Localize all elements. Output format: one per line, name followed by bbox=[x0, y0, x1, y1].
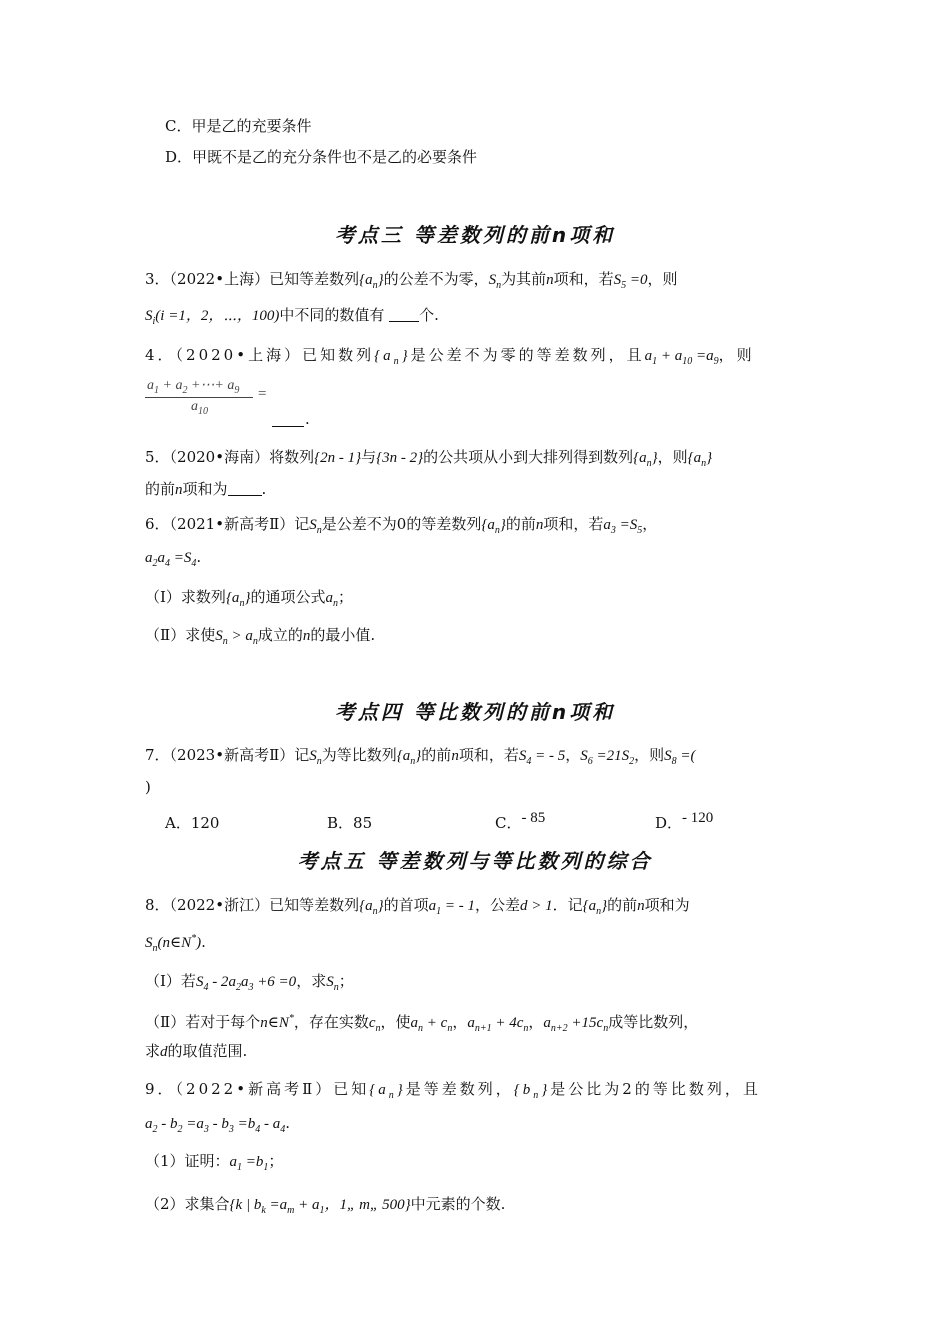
text: . bbox=[201, 933, 206, 951]
text: ； bbox=[268, 1152, 284, 1170]
text: 是公比为2的等比数列，且 bbox=[550, 1080, 761, 1098]
formula: $a_2a_4 =S_4$ bbox=[145, 550, 197, 569]
formula: n bbox=[546, 272, 554, 288]
formula: $a_1 + a_{10} =a_9$ bbox=[644, 348, 719, 367]
question-8-line-1 bbox=[145, 894, 805, 923]
formula: $\{b_n\}$ bbox=[513, 1082, 551, 1101]
option-c-label: C． bbox=[495, 814, 522, 832]
text: ，则 bbox=[718, 346, 755, 364]
question-6-part-2 bbox=[145, 624, 805, 653]
formula: $\{a_n\}$ bbox=[582, 898, 608, 917]
formula: {2n - 1} bbox=[314, 450, 362, 466]
formula: $\{a_n\}$ bbox=[225, 590, 251, 609]
option-d-value: - 120 bbox=[682, 810, 714, 826]
text: （Ⅰ）求数列 bbox=[145, 588, 226, 606]
text: 中不同的数值有 bbox=[279, 306, 385, 324]
question-6-part-1 bbox=[145, 586, 805, 615]
formula: $S_8$ =( bbox=[664, 748, 696, 767]
text: ，则 bbox=[657, 448, 688, 466]
question-9-line-1 bbox=[145, 1078, 805, 1107]
equals-sign: = bbox=[258, 386, 267, 402]
formula: n bbox=[637, 898, 645, 914]
formula: $a_1$ = - 1 bbox=[428, 898, 475, 917]
question-7-options bbox=[165, 812, 765, 836]
text: （Ⅰ）若 bbox=[145, 972, 196, 990]
question-8-part-2-line-2 bbox=[145, 1040, 805, 1063]
text: ，公差 bbox=[474, 896, 520, 914]
text: 的公差不为零， bbox=[383, 270, 489, 288]
formula: $S_n > a_n$ bbox=[215, 628, 258, 647]
question-source: （2022•上海） bbox=[169, 270, 270, 288]
question-source: （2022•新高考Ⅱ） bbox=[175, 1080, 334, 1098]
question-8-part-2 bbox=[145, 1008, 805, 1040]
question-4-line-1 bbox=[145, 344, 805, 373]
question-3-line-1 bbox=[145, 268, 805, 297]
formula: n bbox=[535, 517, 544, 533]
text: 的前 bbox=[607, 896, 638, 914]
formula: $\{a_n\}$ bbox=[359, 898, 384, 917]
text: 已知等差数列 bbox=[269, 896, 360, 914]
answer-blank[interactable] bbox=[228, 481, 262, 496]
question-6-line-2 bbox=[145, 546, 805, 575]
text: 成等比数列， bbox=[608, 1013, 699, 1031]
text: 记 bbox=[294, 746, 310, 764]
text: 已知数列 bbox=[302, 346, 375, 364]
text: ，使 bbox=[380, 1013, 411, 1031]
formula: $a_1 =b_1$ bbox=[229, 1154, 269, 1173]
formula: $a_n$ bbox=[325, 590, 338, 609]
formula: $S_4 - 2a_2a_3 +6 =0$ bbox=[195, 974, 297, 993]
question-9-line-2 bbox=[145, 1112, 805, 1141]
formula: $a_n + c_n$ bbox=[410, 1015, 453, 1034]
question-5-line-2 bbox=[145, 478, 805, 501]
formula: $S_n$ bbox=[488, 272, 502, 291]
text: 项和为 bbox=[182, 480, 228, 498]
formula: $S_4$ = - 5 bbox=[518, 748, 566, 767]
question-9-part-2 bbox=[145, 1193, 805, 1222]
formula: $\{a_n\}$ bbox=[687, 450, 713, 469]
question-source: （2021•新高考Ⅱ） bbox=[169, 515, 295, 533]
text: ， bbox=[642, 515, 658, 533]
formula: $\{a_n\}$ bbox=[481, 517, 506, 536]
question-5-line-1 bbox=[145, 446, 805, 475]
text: 与 bbox=[361, 448, 377, 466]
text: . bbox=[261, 480, 267, 498]
text: 个. bbox=[419, 306, 439, 324]
text: 的最小值. bbox=[310, 626, 376, 644]
option-c[interactable] bbox=[495, 812, 545, 833]
answer-blank[interactable] bbox=[272, 412, 304, 427]
formula: $\{a_n\}$ bbox=[369, 1082, 406, 1101]
text: 是公差不为零的等差数列，且 bbox=[410, 346, 645, 364]
formula: $S_5 =0$ bbox=[613, 272, 648, 291]
text: ，求 bbox=[296, 972, 327, 990]
question-9-part-1 bbox=[145, 1150, 805, 1179]
formula: $S_n(n\in N^*)$ bbox=[145, 933, 202, 954]
text: . bbox=[196, 548, 202, 566]
formula: $\{a_n\}$ bbox=[359, 272, 384, 291]
option-a[interactable]: A．120 bbox=[165, 814, 220, 832]
text: 为等比数列 bbox=[321, 746, 397, 764]
text: 的取值范围. bbox=[167, 1042, 248, 1060]
formula: $S_n$ bbox=[309, 517, 322, 536]
text: 的首项 bbox=[383, 896, 429, 914]
formula: $a_3 =S_5$ bbox=[603, 517, 643, 536]
fraction-expression: $a_1 + a_2$ +⋯+ $a_9$ $a_{10}$ bbox=[145, 377, 275, 417]
text: 的公共项从小到大排列得到数列 bbox=[423, 448, 634, 466]
formula: n∈N* bbox=[260, 1013, 294, 1031]
text: 项和，若 bbox=[458, 746, 519, 764]
option-d-top: D．甲既不是乙的充分条件也不是乙的必要条件 bbox=[165, 148, 478, 166]
text: ； bbox=[338, 972, 354, 990]
period: . bbox=[305, 410, 310, 428]
formula: $\{a_n\}$ bbox=[396, 748, 422, 767]
text: ，存在实数 bbox=[293, 1013, 369, 1031]
question-number: 9． bbox=[145, 1080, 176, 1098]
question-number: 8． bbox=[145, 896, 170, 914]
text: （Ⅱ）若对于每个 bbox=[145, 1013, 261, 1031]
option-b[interactable]: B．85 bbox=[327, 814, 373, 832]
text: 将数列 bbox=[269, 448, 315, 466]
text: 项和，若 bbox=[553, 270, 614, 288]
text: ， bbox=[528, 1013, 544, 1031]
text: ．记 bbox=[552, 896, 583, 914]
question-number: 5． bbox=[145, 448, 170, 466]
formula: n bbox=[175, 482, 183, 498]
question-7-line-1 bbox=[145, 744, 805, 773]
formula: $S_n$ bbox=[326, 974, 339, 993]
question-source: （2023•新高考Ⅱ） bbox=[169, 746, 295, 764]
text: （Ⅱ）求使 bbox=[145, 626, 216, 644]
formula: {3n - 2} bbox=[376, 450, 424, 466]
question-3-line-2 bbox=[145, 304, 805, 333]
formula: $c_n$ bbox=[368, 1015, 381, 1034]
section-heading-3: 考点三 等差数列的前n项和 bbox=[334, 223, 616, 247]
text: ，则 bbox=[647, 270, 678, 288]
text: ， bbox=[452, 1013, 468, 1031]
text: ； bbox=[337, 588, 353, 606]
option-c-top: C．甲是乙的充要条件 bbox=[165, 117, 312, 135]
text: （2）求集合 bbox=[145, 1195, 230, 1213]
text: 记 bbox=[294, 515, 310, 533]
question-source: （2022•浙江） bbox=[169, 896, 270, 914]
text: （1）证明： bbox=[145, 1152, 230, 1170]
question-number: 3． bbox=[145, 270, 170, 288]
formula: $S_i(i =1$，2，⋯，100) bbox=[145, 308, 280, 327]
question-7-line-2: ) bbox=[145, 778, 151, 796]
formula: $S_n$ bbox=[309, 748, 322, 767]
text: 求 bbox=[145, 1042, 161, 1060]
question-8-line-2 bbox=[145, 928, 805, 960]
text: 中元素的个数. bbox=[410, 1195, 506, 1213]
formula: n bbox=[302, 628, 311, 644]
text: 的通项公式 bbox=[250, 588, 326, 606]
text: 的前 bbox=[505, 515, 536, 533]
text: 的前 bbox=[145, 480, 176, 498]
formula: d > 1 bbox=[520, 898, 553, 914]
formula: d bbox=[160, 1044, 168, 1060]
question-source: （2020•海南） bbox=[169, 448, 270, 466]
question-number: 7． bbox=[145, 746, 170, 764]
formula: n bbox=[451, 748, 459, 764]
text: 的前 bbox=[421, 746, 452, 764]
question-6-line-1 bbox=[145, 513, 805, 542]
option-d[interactable] bbox=[655, 812, 713, 833]
section-heading-5: 考点五 等差数列与等比数列的综合 bbox=[297, 849, 653, 873]
text: 项和，若 bbox=[543, 515, 604, 533]
text: 项和为 bbox=[644, 896, 690, 914]
text: ，则 bbox=[634, 746, 665, 764]
formula: $S_6 =21S_2$ bbox=[580, 748, 635, 767]
question-8-part-1 bbox=[145, 970, 805, 999]
text: 是等差数列， bbox=[405, 1080, 514, 1098]
formula: $a_2 - b_2 =a_3 - b_3 =b_4 - a_4$ bbox=[145, 1116, 286, 1135]
answer-blank[interactable] bbox=[389, 307, 419, 322]
text: 是公差不为0的等差数列 bbox=[321, 515, 482, 533]
text: 已知 bbox=[333, 1080, 370, 1098]
formula: {k | $b_k =a_m + a_1$，1„ m„ 500} bbox=[229, 1197, 411, 1216]
text: . bbox=[285, 1114, 291, 1132]
text: 成立的 bbox=[257, 626, 303, 644]
formula: $\{a_n\}$ bbox=[633, 450, 658, 469]
section-heading-4: 考点四 等比数列的前n项和 bbox=[334, 700, 616, 724]
question-source: （2020•上海） bbox=[175, 346, 303, 364]
question-number: 6． bbox=[145, 515, 170, 533]
formula: $a_{n+2} +15c_n$ bbox=[543, 1015, 609, 1034]
text: 为其前 bbox=[501, 270, 547, 288]
text: ， bbox=[565, 746, 581, 764]
question-number: 4． bbox=[145, 346, 176, 364]
formula: $a_{n+1} + 4c_n$ bbox=[467, 1015, 529, 1034]
formula: $\{a_n\}$ bbox=[374, 348, 411, 367]
option-c-value: - 85 bbox=[521, 810, 546, 826]
text: 已知等差数列 bbox=[269, 270, 360, 288]
option-d-label: D． bbox=[655, 814, 683, 832]
